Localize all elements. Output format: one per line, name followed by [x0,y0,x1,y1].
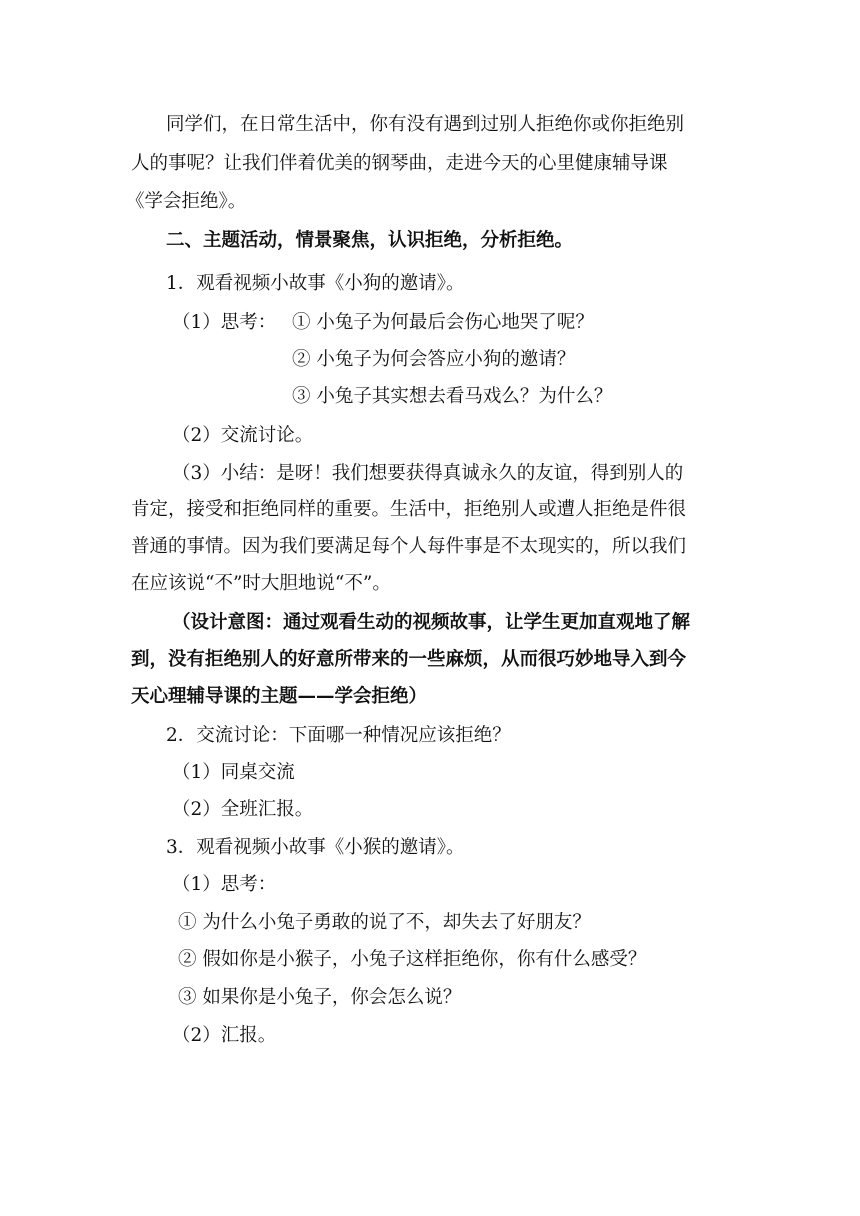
item-1-think-label: （1）思考： [172,312,277,333]
item-3-title: 3．观看视频小故事《小猴的邀请》。 [166,837,465,858]
item-2-title: 2．交流讨论：下面哪一种情况应该拒绝？ [166,725,511,746]
item-1-discuss: （2）交流讨论。 [172,425,314,446]
item-3-question-1: ① 为什么小兔子勇敢的说了不，却失去了好朋友？ [178,912,591,933]
summary-line-1: （3）小结：是呀！我们想要获得真诚永久的友谊，得到别人的 [172,463,684,484]
design-intent-line-1: （设计意图：通过观看生动的视频故事，让学生更加直观地了解 [172,612,691,633]
section-2-heading: 二、主题活动，情景聚焦，认识拒绝，分析拒绝。 [166,230,574,251]
item-3-question-3: ③ 如果你是小兔子，你会怎么说？ [178,987,462,1008]
item-1-title: 1．观看视频小故事《小狗的邀请》。 [166,273,465,294]
summary-line-2: 肯定，接受和拒绝同样的重要。生活中，拒绝别人或遭人拒绝是件很 [131,499,687,520]
item-1-question-3: ③ 小兔子其实想去看马戏么？为什么？ [292,386,613,407]
item-1-question-1: ① 小兔子为何最后会伤心地哭了呢？ [292,312,594,333]
summary-line-4: 在应该说“不”时大胆地说“不”。 [131,573,391,594]
item-3-question-2: ② 假如你是小猴子，小兔子这样拒绝你，你有什么感受？ [178,949,647,970]
intro-line-1: 同学们，在日常生活中，你有没有遇到过别人拒绝你或你拒绝别 [166,114,685,135]
intro-line-3: 《学会拒绝》。 [126,191,247,212]
design-intent-line-3: 天心理辅导课的主题——学会拒绝） [131,686,428,707]
item-3-think-label: （1）思考： [172,874,277,895]
intro-line-2: 人的事呢？让我们伴着优美的钢琴曲，走进今天的心里健康辅导课 [131,153,668,174]
design-intent-line-2: 到，没有拒绝别人的好意所带来的一些麻烦，从而很巧妙地导入到今 [131,649,687,670]
item-3-report: （2）汇报。 [172,1025,277,1046]
item-2-sub-2: （2）全班汇报。 [172,799,314,820]
item-1-question-2: ② 小兔子为何会答应小狗的邀请？ [292,349,576,370]
item-2-sub-1: （1）同桌交流 [172,762,295,783]
summary-line-3: 普通的事情。因为我们要满足每个人每件事是不太现实的，所以我们 [131,536,687,557]
